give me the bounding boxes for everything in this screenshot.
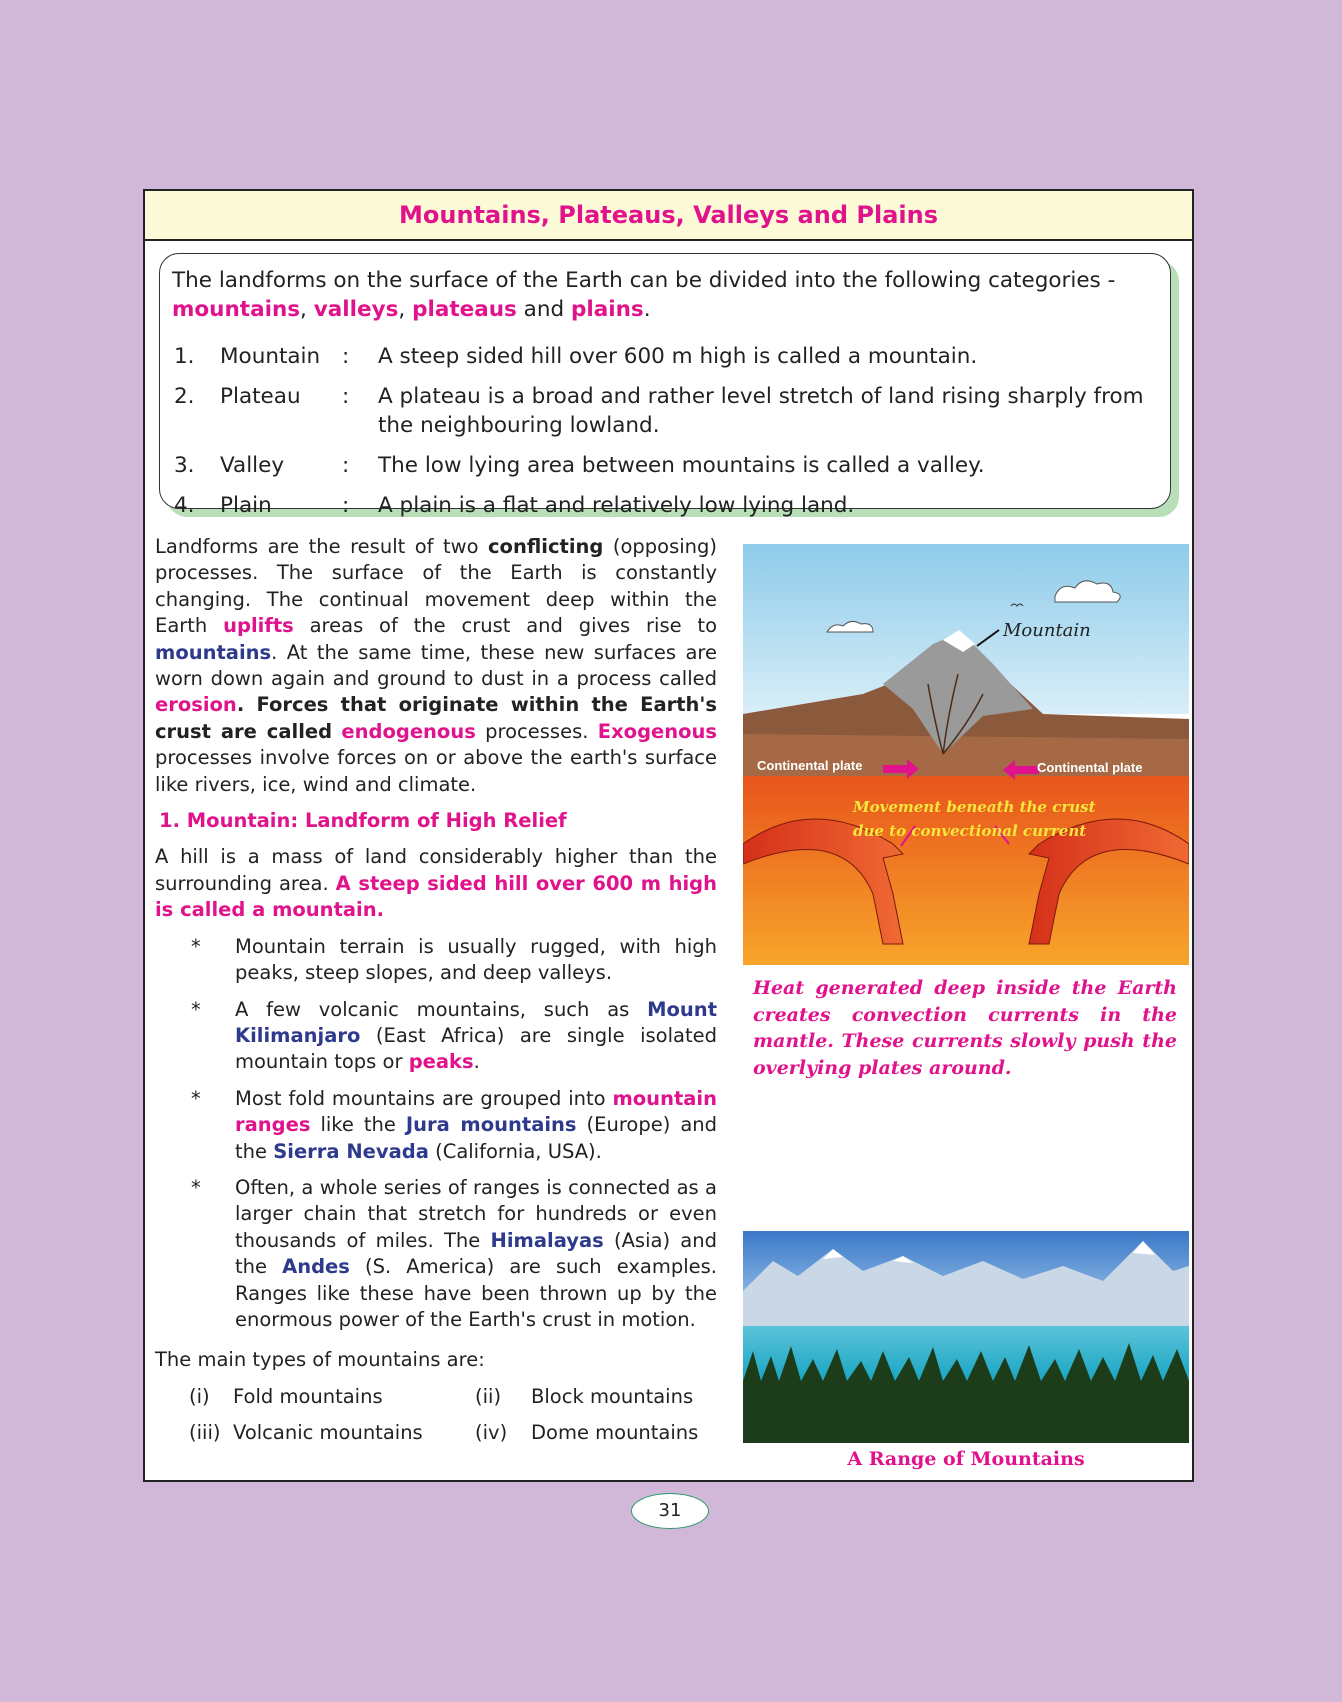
movement-label: due to convectional current [853,822,1087,840]
category-valleys: valleys [313,297,399,322]
main-text-column [155,534,717,1447]
landforms-paragraph: Landforms are the result of two conflicting (opposing) processes. The surface of the Earth is constantly changing. The continual movement deep within the Earth uplifts areas of the crust and gives rise to mountains. At the same time, these new surfaces are worn down again and ground to dust in a process called erosion. Forces that originate within the Earth's crust are called endogenous processes. Exogenous processes involve forces on or above the earth's surface like rivers, ice, wind and climate. [155,535,718,796]
page-number: 31 [631,1493,709,1529]
category-plateaus: plateaus [412,297,517,322]
definition-item: 1. Mountain : A steep sided hill over 600 m high is called a mountain. [174,344,978,369]
section-heading: 1. Mountain: Landform of High Relief [159,809,567,833]
definition-item: 3. Valley : The low lying area between mountains is called a valley. [174,453,985,478]
hill-paragraph: A hill is a mass of land considerably higher than the surrounding area. A steep sided hill over 600 m high is called a mountain. [155,845,718,922]
definition-box [159,253,1171,518]
textbook-page [143,189,1194,1482]
convection-diagram [743,544,1189,965]
diagram-caption: Heat generated deep inside the Earth creates convection currents in the mantle. These currents slowly push the overlying plates around. [753,977,1177,1079]
page-title: Mountains, Plateaus, Valleys and Plains [145,191,1192,241]
list-item: * Most fold mountains are grouped into mountain ranges like the Jura mountains (Europe) and the Sierra Nevada (California, USA). [191,1086,717,1163]
types-row: (i) Fold mountains (ii) Block mountains [189,1384,694,1408]
plate-label-right: Continental plate [1037,760,1143,775]
mountain-types [189,1384,717,1447]
photo-caption: A Range of Mountains [847,1448,1085,1470]
intro-text: The landforms on the surface of the Earth can be divided into the following categories - mountains, valleys, plateaus and plains. [172,268,1116,322]
category-mountains: mountains [172,297,301,322]
category-plains: plains [570,297,644,322]
types-intro: The main types of mountains are: [155,1348,485,1372]
definition-item: 4. Plain : A plain is a flat and relatively low lying land. [174,493,855,518]
types-row: (iii) Volcanic mountains (iv) Dome mountains [189,1421,699,1445]
plate-label-left: Continental plate [757,758,863,773]
mountain-range-photo [743,1231,1189,1443]
definition-item: 2. Plateau : A plateau is a broad and rather level stretch of land rising sharply from the neighbouring lowland. [174,384,1144,438]
mountain-label: Mountain [1003,620,1091,641]
list-item: * Often, a whole series of ranges is connected as a larger chain that stretch for hundreds or even thousands of miles. The Himalayas (Asia) and the Andes (S. America) are such examples. Ranges like these have been thrown up by the enormous power of the Earth's crust in motion. [191,1175,717,1331]
list-item: * Mountain terrain is usually rugged, with high peaks, steep slopes, and deep valleys. [191,934,717,985]
movement-label: Movement beneath the crust [853,798,1096,816]
list-item: * A few volcanic mountains, such as Mount Kilimanjaro (East Africa) are single isolated mountain tops or peaks. [191,997,718,1074]
definition-list [174,342,1160,531]
